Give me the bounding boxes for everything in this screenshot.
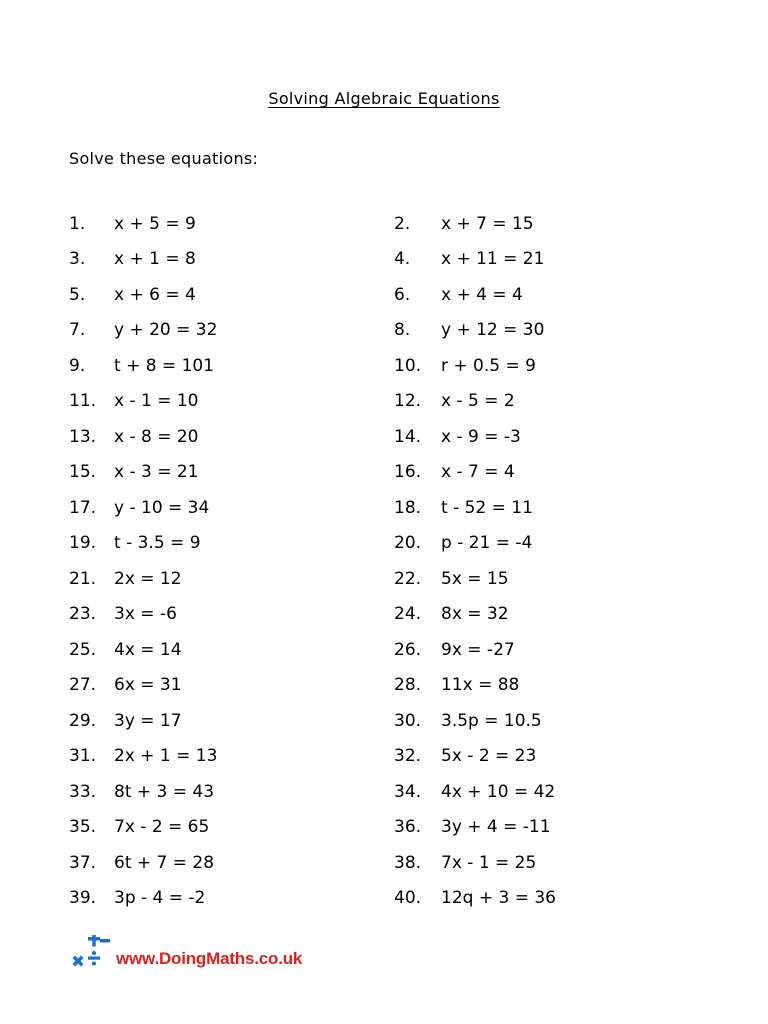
question-equation: y - 10 = 34 <box>114 497 210 518</box>
question-equation: 2x + 1 = 13 <box>114 746 218 767</box>
question-item <box>394 810 694 846</box>
question-item <box>394 455 694 491</box>
question-equation: p - 21 = -4 <box>441 533 533 554</box>
question-item <box>394 774 694 810</box>
question-item <box>394 348 694 384</box>
question-equation: 9x = -27 <box>441 639 515 660</box>
question-equation: x - 7 = 4 <box>441 462 515 483</box>
question-item <box>394 881 694 917</box>
question-equation: 4x + 10 = 42 <box>441 781 556 802</box>
question-number: 17. <box>69 497 97 518</box>
question-equation: x + 1 = 8 <box>114 249 196 270</box>
question-number: 29. <box>69 710 97 731</box>
question-item <box>394 526 694 562</box>
question-number: 15. <box>69 462 97 483</box>
question-equation: 8t + 3 = 43 <box>114 781 215 802</box>
question-item <box>69 739 369 775</box>
question-number: 5. <box>69 284 86 305</box>
question-number: 3. <box>69 249 86 270</box>
question-number: 38. <box>394 852 422 873</box>
question-number: 21. <box>69 568 97 589</box>
question-equation: x + 5 = 9 <box>114 213 196 234</box>
question-item <box>394 845 694 881</box>
question-item <box>394 206 694 242</box>
question-item <box>69 490 369 526</box>
questions-right-column <box>394 206 694 916</box>
question-item <box>394 419 694 455</box>
question-equation: 7x - 2 = 65 <box>114 817 210 838</box>
worksheet-instructions: Solve these equations: <box>69 149 259 168</box>
question-item <box>69 668 369 704</box>
question-equation: r + 0.5 = 9 <box>441 355 536 376</box>
question-item <box>69 597 369 633</box>
question-number: 25. <box>69 639 97 660</box>
question-number: 20. <box>394 533 422 554</box>
question-item <box>69 810 369 846</box>
question-item <box>394 668 694 704</box>
question-number: 36. <box>394 817 422 838</box>
question-number: 7. <box>69 320 86 341</box>
question-item <box>69 277 369 313</box>
question-item <box>394 597 694 633</box>
question-equation: x - 1 = 10 <box>114 391 199 412</box>
question-equation: 12q + 3 = 36 <box>441 888 556 909</box>
question-item <box>394 739 694 775</box>
question-item <box>69 703 369 739</box>
question-item <box>394 561 694 597</box>
question-item <box>394 277 694 313</box>
question-number: 39. <box>69 888 97 909</box>
question-number: 6. <box>394 284 411 305</box>
questions-left-column <box>69 206 369 916</box>
question-equation: y + 12 = 30 <box>441 320 545 341</box>
question-number: 26. <box>394 639 422 660</box>
question-item <box>394 632 694 668</box>
question-equation: 6t + 7 = 28 <box>114 852 215 873</box>
question-item <box>69 348 369 384</box>
question-equation: t + 8 = 101 <box>114 355 215 376</box>
question-equation: 3y = 17 <box>114 710 182 731</box>
question-item <box>69 526 369 562</box>
question-number: 14. <box>394 426 422 447</box>
question-number: 19. <box>69 533 97 554</box>
question-equation: 3.5p = 10.5 <box>441 710 542 731</box>
question-item <box>69 206 369 242</box>
question-number: 18. <box>394 497 422 518</box>
question-number: 31. <box>69 746 97 767</box>
question-number: 10. <box>394 355 422 376</box>
question-item <box>394 490 694 526</box>
question-item <box>69 242 369 278</box>
question-item <box>394 703 694 739</box>
question-number: 22. <box>394 568 422 589</box>
question-item <box>69 774 369 810</box>
worksheet-title: Solving Algebraic Equations <box>268 89 500 108</box>
question-equation: t - 3.5 = 9 <box>114 533 201 554</box>
question-equation: 4x = 14 <box>114 639 182 660</box>
question-equation: 11x = 88 <box>441 675 520 696</box>
question-item <box>394 313 694 349</box>
question-item <box>69 561 369 597</box>
question-number: 37. <box>69 852 97 873</box>
question-equation: 3y + 4 = -11 <box>441 817 551 838</box>
question-item <box>69 455 369 491</box>
question-equation: t - 52 = 11 <box>441 497 533 518</box>
question-equation: 7x - 1 = 25 <box>441 852 537 873</box>
question-number: 11. <box>69 391 97 412</box>
question-item <box>69 881 369 917</box>
question-number: 30. <box>394 710 422 731</box>
website-url[interactable]: www.DoingMaths.co.uk <box>116 949 303 968</box>
question-equation: x + 6 = 4 <box>114 284 196 305</box>
question-item <box>69 845 369 881</box>
question-equation: x - 8 = 20 <box>114 426 199 447</box>
question-item <box>69 313 369 349</box>
question-number: 12. <box>394 391 422 412</box>
question-item <box>394 384 694 420</box>
question-number: 8. <box>394 320 411 341</box>
question-equation: 8x = 32 <box>441 604 509 625</box>
question-equation: x + 7 = 15 <box>441 213 534 234</box>
question-number: 9. <box>69 355 86 376</box>
question-number: 28. <box>394 675 422 696</box>
question-equation: x - 5 = 2 <box>441 391 515 412</box>
maths-operators-logo-icon <box>70 935 110 973</box>
question-equation: y + 20 = 32 <box>114 320 218 341</box>
question-number: 2. <box>394 213 411 234</box>
question-number: 32. <box>394 746 422 767</box>
question-equation: 5x - 2 = 23 <box>441 746 537 767</box>
question-number: 1. <box>69 213 86 234</box>
question-equation: 2x = 12 <box>114 568 182 589</box>
question-number: 35. <box>69 817 97 838</box>
question-number: 33. <box>69 781 97 802</box>
footer-branding <box>70 934 302 974</box>
question-number: 23. <box>69 604 97 625</box>
question-number: 13. <box>69 426 97 447</box>
question-item <box>69 384 369 420</box>
question-number: 40. <box>394 888 422 909</box>
question-equation: 5x = 15 <box>441 568 509 589</box>
question-number: 16. <box>394 462 422 483</box>
question-equation: x - 9 = -3 <box>441 426 521 447</box>
question-item <box>394 242 694 278</box>
question-number: 4. <box>394 249 411 270</box>
question-equation: x + 4 = 4 <box>441 284 523 305</box>
question-item <box>69 419 369 455</box>
question-equation: 3x = -6 <box>114 604 177 625</box>
question-item <box>69 632 369 668</box>
question-equation: x + 11 = 21 <box>441 249 545 270</box>
question-number: 24. <box>394 604 422 625</box>
question-equation: x - 3 = 21 <box>114 462 199 483</box>
question-equation: 6x = 31 <box>114 675 182 696</box>
question-equation: 3p - 4 = -2 <box>114 888 206 909</box>
question-number: 34. <box>394 781 422 802</box>
question-number: 27. <box>69 675 97 696</box>
